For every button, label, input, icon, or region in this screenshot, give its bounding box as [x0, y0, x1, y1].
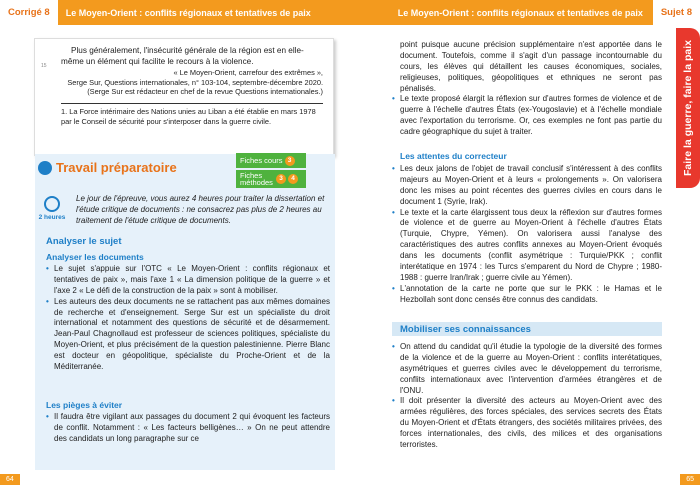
heading-attentes: Les attentes du correcteur: [400, 151, 507, 161]
list-item: • Le texte proposé élargit la réflexion sur d'autres formes de violence et de guerre à l'échelle d'autres États (ex-Yougoslavie) et à l'échelle mondiale avec l'exportation du terrorisme. Or, ces exemples ne font pas partie du cadre géographique du sujet à traiter.: [392, 94, 662, 138]
list-item: • Le texte et la carte élargissent tous deux la réflexion sur d'autres formes de violence et de guerre au Moyen-Orient à l'échelle d'autres États (Turquie, Chypre, Yémen). On valorisera aussi l'analyse des caractéristiques des autres conflits annexes au Moyen-Orient évoqués dans les documents (conflit asymétrique : Turquie/PKK ; conflit interétatique en 1974 : les Turcs s'emparent du Nord de Chypre ; 1980-1988 : guerre Iran/Irak ; guerre civile au Yémen).: [392, 208, 662, 284]
header-right-title: Le Moyen-Orient : conflits régionaux et tentatives de paix: [397, 7, 643, 18]
quote-source: « Le Moyen-Orient, carrefour des extrêmes », Serge Sur, Questions internationales, n° 103-104, septembre-décembre 2020. (Serge Sur est rédacteur en chef de la revue Questions internationales.): [67, 68, 323, 97]
travail-title: Travail préparatoire: [38, 160, 177, 175]
corrige-tag: Corrigé 8: [0, 0, 58, 25]
page-number-right: 65: [680, 474, 700, 485]
page-number-left: 64: [0, 474, 20, 485]
list-item: • L'annotation de la carte ne porte que sur le PKK : le Hamas et le Hezbollah sont donc censés être connus des candidats.: [392, 284, 662, 306]
quote-text: Plus généralement, l'insécurité générale de la région est en elle-même un élément qui facilite le recours à la violence.: [61, 46, 304, 67]
fiches-methodes-tag[interactable]: Fiches méthodes 3 4: [236, 170, 306, 188]
side-tab[interactable]: Faire la guerre, faire la paix: [676, 28, 700, 188]
attentes-list: [392, 164, 662, 305]
list-item: • Les deux jalons de l'objet de travail conclusif s'intéressent à des conflits majeurs au Moyen-Orient et à leurs « prolongements ». On valorisera donc les mises au point récentes des guerres civiles en cours dans le document 1 (Syrie, Irak).: [392, 164, 662, 208]
travail-intro: Le jour de l'épreuve, vous aurez 4 heures pour traiter la dissertation et l'étude critique de documents : ne consacrez pas plus de 2 heures au traitement de l'étude critique de documents.: [76, 194, 325, 226]
heading-docs: Analyser les documents: [46, 252, 144, 262]
hours-label: 2 heures: [38, 214, 66, 221]
header-left: [0, 0, 350, 25]
list-item: • Il doit présenter la diversité des acteurs au Moyen-Orient avec des armées régulières, des forces spéciales, des services secrets des États du Moyen-Orient et d'États étrangers, des sociétés militaires privées, des forces internationales, des civils, des milices et des organisations terroristes.: [392, 396, 662, 450]
line-number: 15: [41, 63, 47, 69]
docs-list: [46, 264, 330, 373]
lamp-icon: [38, 161, 52, 175]
fiches-cours-tag[interactable]: Fiches cours 3: [236, 153, 306, 168]
header-left-title: Le Moyen-Orient : conflits régionaux et tentatives de paix: [65, 7, 311, 18]
pieges-list: [46, 412, 330, 445]
footnote: 1. La Force intérimaire des Nations unies au Liban a été établie en mars 1978 par le Conseil de sécurité pour s'interposer dans la guerre civile.: [61, 103, 323, 126]
header-right: [350, 0, 700, 25]
clock-icon: [44, 196, 60, 212]
heading-mobiliser: Mobiliser ses connaissances: [400, 324, 531, 335]
sujet-tag: Sujet 8: [653, 0, 700, 25]
list-item: • Le sujet s'appuie sur l'OTC « Le Moyen-Orient : conflits régionaux et tentatives de paix », mais l'axe 1 « La dimension politique de la guerre » et l'axe 2 « Le défi de la construction de la paix » sont à mobiliser.: [46, 264, 330, 297]
cont-paragraph: point puisque aucune précision supplémentaire n'est apportée dans le document. Toutefois, comme il s'agit d'un passage incontournable du cours, les élèves qui détaillent les causes économiques, sociales, religieuses, politiques, géopolitiques et ethniques ne seront pas pénalisés.: [400, 40, 662, 93]
list-item: • Les auteurs des deux documents ne se rattachent pas aux mêmes domaines de recherche et d'enseignement. Serge Sur est un spécialiste du droit international et notamment des questions de sécurité et de désarmement. Jean-Paul Chagnollaud est professeur de sciences politiques, spécialiste du Moyen-Orient, et plus précisément de la question palestinienne. Pierre Blanc est docteur en géopolitique, spécialiste du Proche-Orient et de la Méditerranée.: [46, 297, 330, 373]
mobiliser-list: [392, 342, 662, 451]
list-item: • On attend du candidat qu'il étudie la typologie de la diversité des formes de la violence et de la guerre au Moyen-Orient : conflits interétatiques, asymétriques et guerres civiles avec le développement du terrorisme, conflits internationaux avec l'intervention d'armées étrangères et de l'ONU.: [392, 342, 662, 396]
right-cont: [392, 40, 662, 138]
heading-pieges: Les pièges à éviter: [46, 400, 123, 410]
list-item: • Il faudra être vigilant aux passages du document 2 qui évoquent les facteurs de conflit. Notamment : « Les facteurs belligènes… » On ne peut attendre des candidats un long paragraphe sur ce: [46, 412, 330, 445]
quote-box: [34, 38, 334, 156]
heading-analyser: Analyser le sujet: [46, 236, 122, 247]
